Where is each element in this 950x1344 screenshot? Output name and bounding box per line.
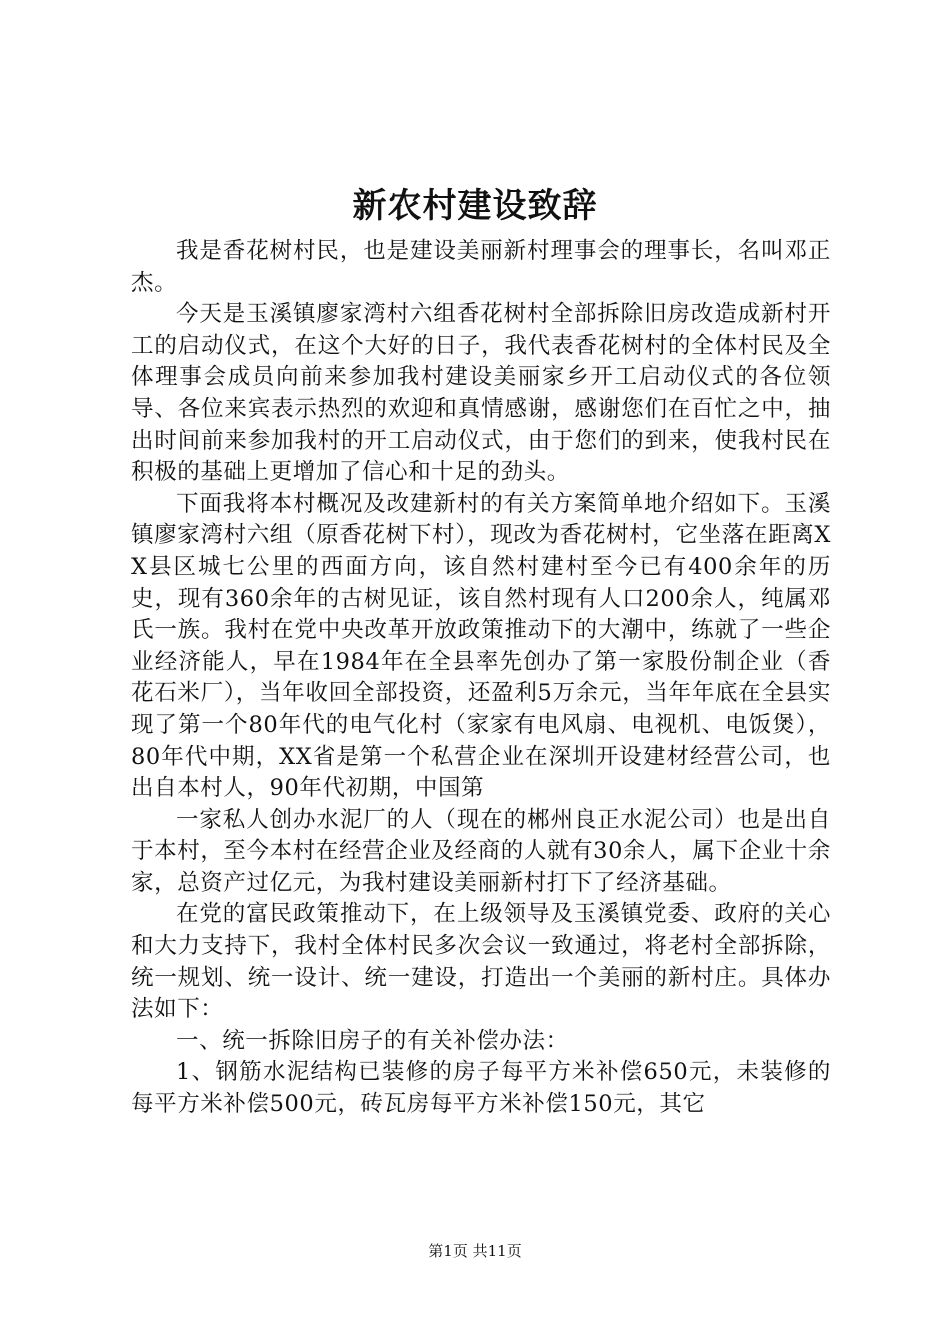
document-title: 新农村建设致辞	[352, 186, 598, 226]
paragraph-7: 1、钢筋水泥结构已装修的房子每平方米补偿650元，未装修的每平方米补偿500元，砖瓦房每平方米补偿150元，其它	[131, 1059, 831, 1118]
paragraph-5: 在党的富民政策推动下，在上级领导及玉溪镇党委、政府的关心和大力支持下，我村全体村民多次会议一致通过，将老村全部拆除，统一规划、统一设计、统一建设，打造出一个美丽的新村庄。具体办法如下：	[131, 901, 831, 1023]
paragraph-3: 下面我将本村概况及改建新村的有关方案简单地介绍如下。玉溪镇廖家湾村六组（原香花树下村），现改为香花树村，它坐落在距离XX县区城七公里的西面方向，该自然村建村至今已有400余年的历史，现有360余年的古树见证，该自然村现有人口200余人，纯属邓氏一族。我村在党中央改革开放政策推动下的大潮中，练就了一些企业经济能人，早在1984年在全县率先创办了第一家股份制企业（香花石米厂），当年收回全部投资，还盈利5万余元，当年年底在全县实现了第一个80年代的电气化村（家家有电风扇、电视机、电饭煲），80年代中期，XX省是第一个私营企业在深圳开设建材经营公司，也出自本村人，90年代初期，中国第	[131, 490, 831, 802]
paragraph-1: 我是香花树村民，也是建设美丽新村理事会的理事长，名叫邓正杰。	[131, 238, 831, 296]
document-body	[131, 236, 831, 1121]
paragraph-6: 一、统一拆除旧房子的有关补偿办法：	[176, 1027, 569, 1054]
paragraph-2: 今天是玉溪镇廖家湾村六组香花树村全部拆除旧房改造成新村开工的启动仪式，在这个大好的日子，我代表香花树村的全体村民及全体理事会成员向前来参加我村建设美丽家乡开工启动仪式的各位领导、各位来宾表示热烈的欢迎和真情感谢，感谢您们在百忙之中，抽出时间前来参加我村的开工启动仪式，由于您们的到来，使我村民在积极的基础上更增加了信心和十足的劲头。	[131, 301, 831, 486]
paragraph-4: 一家私人创办水泥厂的人（现在的郴州良正水泥公司）也是出自于本村，至今本村在经营企业及经商的人就有30余人，属下企业十余家，总资产过亿元，为我村建设美丽新村打下了经济基础。	[131, 806, 831, 896]
page-number-footer: 第1页 共11页	[428, 1242, 522, 1260]
